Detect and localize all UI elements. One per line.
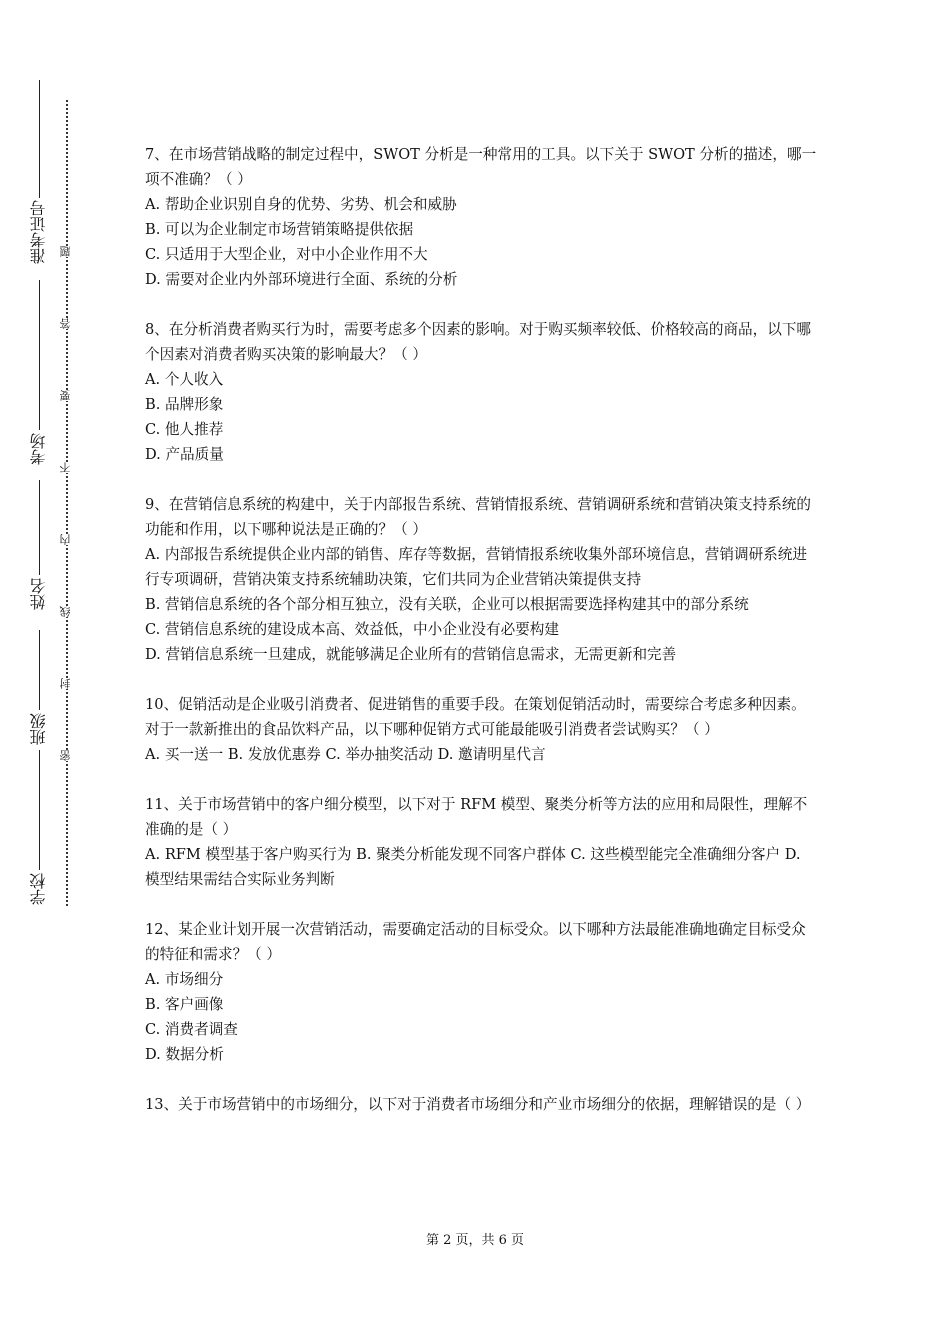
field-label: 班级 (29, 713, 48, 745)
option: A. 个人收入 (145, 371, 224, 388)
question-9 (145, 492, 817, 667)
field-class (18, 630, 48, 750)
seal-char: 要 (59, 390, 72, 401)
option: C. 消费者调查 (145, 1021, 238, 1038)
question-stem: 11、关于市场营销中的客户细分模型，以下对于 RFM 模型、聚类分析等方法的应用和局限性，理解不准确的是（ ） (145, 796, 808, 838)
option: A. 内部报告系统提供企业内部的销售、库存等数据，营销情报系统收集外部环境信息，营销调研系统进行专项调研，营销决策支持系统辅助决策，它们共同为企业营销决策提供支持 (145, 546, 807, 588)
option: D. 营销信息系统一旦建成，就能够满足企业所有的营销信息需求，无需更新和完善 (145, 646, 677, 663)
option: A. 买一送一 B. 发放优惠券 C. 举办抽奖活动 D. 邀请明星代言 (145, 746, 546, 763)
option: C. 营销信息系统的建设成本高、效益低，中小企业没有必要构建 (145, 621, 559, 638)
option: A. 帮助企业识别自身的优势、劣势、机会和威胁 (145, 196, 457, 213)
field-exam-room (18, 280, 48, 480)
option: D. 数据分析 (145, 1046, 224, 1063)
question-12 (145, 917, 817, 1067)
seal-char: 答 (59, 318, 72, 329)
seal-line (60, 100, 74, 906)
question-stem: 9、在营销信息系统的构建中，关于内部报告系统、营销情报系统、营销调研系统和营销决策支持系统的功能和作用，以下哪种说法是正确的？（ ） (145, 496, 812, 538)
option: D. 需要对企业内外部环境进行全面、系统的分析 (145, 271, 458, 288)
question-stem: 8、在分析消费者购买行为时，需要考虑多个因素的影响。对于购买频率较低、价格较高的商品，以下哪个因素对消费者购买决策的影响最大？（ ） (145, 321, 812, 363)
seal-char: 线 (59, 606, 72, 617)
option: A. RFM 模型基于客户购买行为 B. 聚类分析能发现不同客户群体 C. 这些模型能完全准确细分客户 D. 模型结果需结合实际业务判断 (145, 846, 801, 888)
option: C. 他人推荐 (145, 421, 224, 438)
seal-char: 封 (59, 678, 72, 689)
question-list (145, 142, 817, 1142)
option: D. 产品质量 (145, 446, 224, 463)
question-13 (145, 1092, 817, 1117)
question-8 (145, 317, 817, 467)
option: B. 品牌形象 (145, 396, 224, 413)
option: A. 市场细分 (145, 971, 224, 988)
field-label: 准考证号 (29, 200, 48, 264)
question-stem: 12、某企业计划开展一次营销活动，需要确定活动的目标受众。以下哪种方法最能准确地确定目标受众的特征和需求？（ ） (145, 921, 806, 963)
option: C. 只适用于大型企业，对中小企业作用不大 (145, 246, 428, 263)
seal-char: 内 (59, 534, 72, 545)
option: B. 可以为企业制定市场营销策略提供依据 (145, 221, 414, 238)
field-label: 姓名 (29, 578, 48, 610)
question-stem: 10、促销活动是企业吸引消费者、促进销售的重要手段。在策划促销活动时，需要综合考虑多种因素。对于一款新推出的食品饮料产品，以下哪种促销方式可能最能吸引消费者尝试购买？（ ） (145, 696, 806, 738)
option: B. 客户画像 (145, 996, 224, 1013)
page-footer: 第 2 页，共 6 页 (425, 1233, 525, 1248)
field-exam-number (18, 80, 48, 280)
seal-char: 不 (59, 462, 72, 473)
question-stem: 7、在市场营销战略的制定过程中，SWOT 分析是一种常用的工具。以下关于 SWOT 分析的描述，哪一项不准确？（ ） (145, 146, 817, 188)
binding-margin-fields (18, 80, 48, 920)
field-name (18, 480, 48, 630)
seal-char: 密 (59, 750, 72, 761)
question-7 (145, 142, 817, 292)
seal-char: 题 (59, 246, 72, 257)
field-school (18, 750, 48, 920)
option: B. 营销信息系统的各个部分相互独立，没有关联，企业可以根据需要选择构建其中的部分系统 (145, 596, 749, 613)
question-10 (145, 692, 817, 767)
question-11 (145, 792, 817, 892)
field-label: 考场 (29, 433, 48, 465)
question-stem: 13、关于市场营销中的市场细分，以下对于消费者市场细分和产业市场细分的依据，理解错误的是（ ） (145, 1096, 811, 1113)
field-label: 学校 (29, 873, 48, 905)
